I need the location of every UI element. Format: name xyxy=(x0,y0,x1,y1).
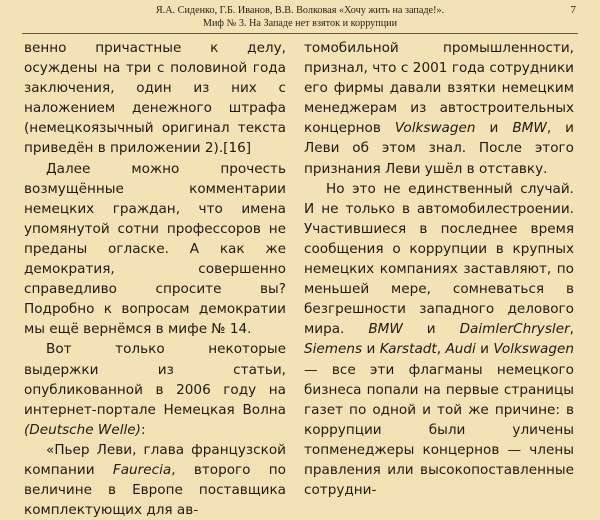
italic-company-name: Faurecia xyxy=(112,461,172,478)
paragraph-corruption-cases xyxy=(304,179,574,501)
text-run: и xyxy=(475,120,513,137)
running-header xyxy=(30,4,570,30)
text-run: Вот только некоторые выдержки из статьи, опубликованной в 2006 году на интернет-портале Немецкая Волна xyxy=(24,341,286,418)
paragraph-democracy xyxy=(24,159,286,340)
italic-company-name: Audi xyxy=(445,341,476,358)
italic-company-name: Volkswagen xyxy=(493,341,574,358)
text-run: венно причастные к делу, осуждены на три с половиной года заключения, один из них с наложением денежного штрафа (немецкоязычный оригинал текста приведён в приложении 2).[16] xyxy=(24,40,286,157)
paragraph-continued xyxy=(24,38,286,159)
text-run: , xyxy=(436,341,446,358)
text-run: , второго по величине в Европе поставщика комплектующих для ав- xyxy=(24,461,286,519)
page-number: 7 xyxy=(570,4,576,16)
text-run: — все эти флагманы немецкого бизнеса попали на первые страницы газет по одной и той же причине: в коррупции были уличены топменеджеры концернов — члены правления или высокопоставленные сотрудни- xyxy=(304,361,574,499)
text-run: , xyxy=(569,321,574,338)
italic-company-name: Karstadt xyxy=(379,341,437,358)
text-run: томобильной промышленности, признал, что с 2001 года сотрудники его фирмы давали взятки немецким менеджерам из автостроительных концернов xyxy=(304,40,574,137)
header-line-1: Я.А. Сиденко, Г.Б. Иванов, В.В. Волковая «Хочу жить на западе!». xyxy=(155,5,445,16)
paragraph-excerpts-intro xyxy=(24,339,286,439)
text-run: , и Леви об этом знал. После этого признания Леви ушёл в отставку. xyxy=(304,120,575,177)
paragraph-quote-continued xyxy=(304,38,574,179)
italic-source-name: (Deutsche Welle) xyxy=(24,421,141,438)
text-run: и xyxy=(362,341,380,358)
left-column xyxy=(24,38,286,519)
italic-company-name: BMW xyxy=(368,321,403,338)
text-run: Но это не единственный случай. И не только в автомобилестроении. Участившиеся в последнее время сообщения о коррупции в крупных немецких компаниях заставляют, по меньшей мере, сомневаться в безгрешности западного делового мира. xyxy=(304,180,574,338)
header-line-2: Миф № 3. На Западе нет взяток и коррупции xyxy=(202,18,398,29)
text-run: Далее можно прочесть возмущённые комментарии немецких граждан, что имена упомянутой сотни профессоров не преданы огласке. А как же демократия, совершенно справедливо спросите вы? Подробно к вопросам демократии мы ещё вернёмся в мифе № 14. xyxy=(24,160,286,338)
italic-company-name: Volkswagen xyxy=(394,120,476,137)
italic-company-name: DaimlerChrysler xyxy=(459,321,570,338)
italic-company-name: BMW xyxy=(512,120,547,137)
text-run: и xyxy=(402,321,460,338)
text-run: : xyxy=(140,421,146,438)
header-rule xyxy=(22,33,578,34)
italic-company-name: Siemens xyxy=(304,341,363,358)
text-run: «Пьер Леви, глава французской компании xyxy=(24,441,286,478)
paragraph-quote-start xyxy=(24,440,286,520)
text-run: и xyxy=(475,341,494,358)
right-column xyxy=(304,38,575,499)
